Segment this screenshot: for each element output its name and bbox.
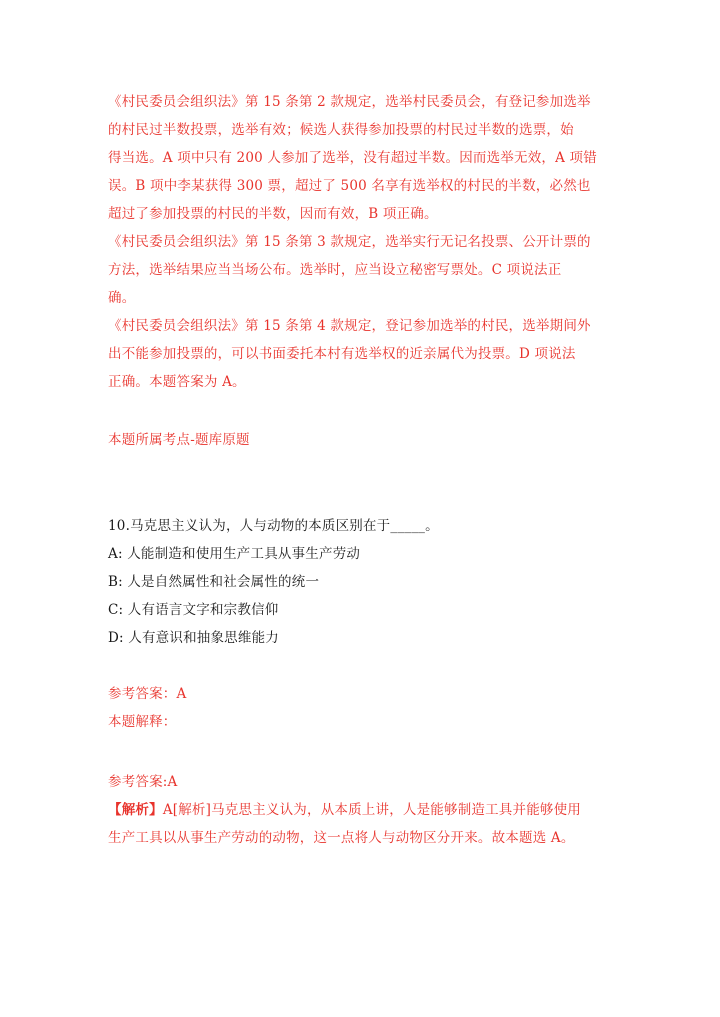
analysis-paragraphs: [108, 88, 618, 396]
jiexi-line-1: [108, 796, 618, 824]
analysis-line: 正确。本题答案为 A。: [108, 374, 246, 390]
analysis-line: 超过了参加投票的村民的半数，因而有效，B 项正确。: [108, 206, 438, 222]
analysis-line: 方法，选举结果应当当场公布。选举时，应当设立秘密写票处。C 项说法正: [108, 262, 562, 278]
question-stem: 10.马克思主义认为，人与动物的本质区别在于_____。: [108, 518, 439, 534]
jiexi-tag: 【解析】: [108, 802, 163, 818]
topic-source-note: [108, 426, 618, 454]
analysis-line: 《村民委员会组织法》第 15 条第 3 款规定，选举实行无记名投票、公开计票的: [108, 234, 591, 250]
option-d: D: 人有意识和抽象思维能力: [108, 630, 279, 646]
analysis-line: 出不能参加投票的，可以书面委托本村有选举权的近亲属代为投票。D 项说法: [108, 346, 576, 362]
analysis-line: 的村民过半数投票，选举有效；候选人获得参加投票的村民过半数的选票，始: [108, 122, 574, 138]
explanation-label: 本题解释：: [108, 714, 177, 730]
analysis-line: 《村民委员会组织法》第 15 条第 4 款规定，登记参加选举的村民，选举期间外: [108, 318, 591, 334]
reference-answer: 参考答案：A: [108, 686, 187, 702]
analysis-line: 得当选。A 项中只有 200 人参加了选举，没有超过半数。因而选举无效，A 项错: [108, 150, 597, 166]
option-c: C: 人有语言文字和宗教信仰: [108, 602, 279, 618]
analysis-line: 误。B 项中李某获得 300 票，超过了 500 名享有选举权的村民的半数，必然也: [108, 178, 591, 194]
analysis-line: 《村民委员会组织法》第 15 条第 2 款规定，选举村民委员会，有登记参加选举: [108, 94, 591, 110]
answer-block: [108, 680, 618, 736]
question-block: [108, 512, 618, 652]
option-b: B: 人是自然属性和社会属性的统一: [108, 574, 320, 590]
jiexi-text-1: A[解析]马克思主义认为，从本质上讲，人是能够制造工具并能够使用: [162, 802, 581, 818]
reference-answer-2: 参考答案:A: [108, 774, 178, 790]
jiexi-line-2: 生产工具以从事生产劳动的动物，这一点将人与动物区分开来。故本题选 A。: [108, 830, 575, 846]
option-a: A: 人能制造和使用生产工具从事生产劳动: [108, 546, 361, 562]
answer-detail-block: [108, 768, 618, 852]
topic-source-text: 本题所属考点-题库原题: [108, 432, 250, 448]
analysis-line: 确。: [108, 290, 136, 306]
